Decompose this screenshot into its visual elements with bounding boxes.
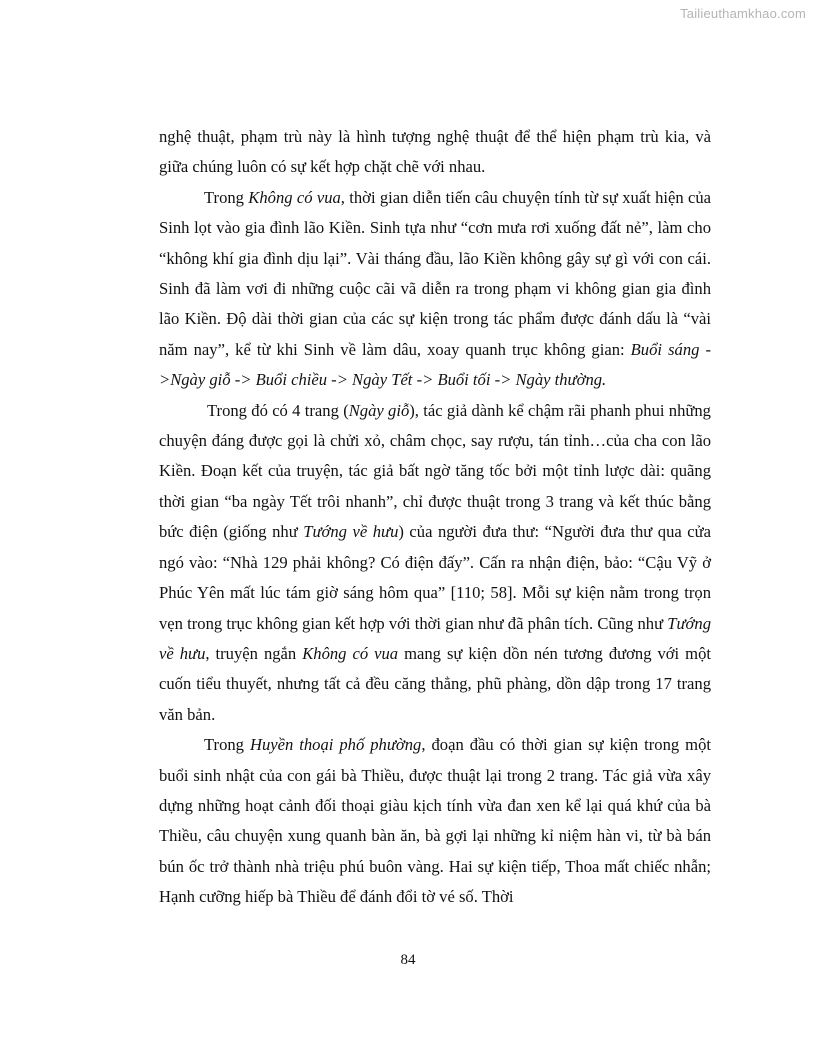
document-body bbox=[159, 122, 711, 913]
paragraph-text: , đoạn đầu có thời gian sự kiện trong một buổi sinh nhật của con gái bà Thiều, được thuật lại trong 2 trang. Tác giả vừa xây dựng những hoạt cảnh đối thoại giàu kịch tính vừa đan xen kể lại quá khứ của bà Thiều, câu chuyện xung quanh bàn ăn, bà gợi lại những kỉ niệm hàn vi, từ bà bán bún ốc trở thành nhà triệu phú buôn vàng. Hai sự kiện tiếp, Thoa mất chiếc nhẫn; Hạnh cưỡng hiếp bà Thiều để đánh đổi tờ vé số. Thời bbox=[159, 735, 711, 907]
paragraph-ngay-gio bbox=[159, 396, 711, 730]
paragraph-text: Trong bbox=[204, 735, 250, 755]
paragraph-text: Trong bbox=[204, 187, 249, 207]
paragraph-text: ), tác giả dành kể chậm rãi phanh phui những chuyện đáng được gọi là chửi xỏ, châm chọc, say rượu, tán tỉnh…của cha con lão Kiền. Đoạn kết của truyện, tác giả bất ngờ tăng tốc bởi một tỉnh lược dài: quãng thời gian “ba ngày Tết trôi nhanh”, chỉ được thuật trong 3 trang và kết thúc bằng bức điện (giống như bbox=[159, 400, 711, 542]
italic-title-text: Buổi sáng ->Ngày giỗ -> Buổi chiều -> Ngày Tết -> Buổi tối -> Ngày thường. bbox=[159, 339, 711, 390]
paragraph-text: mang sự kiện dồn nén tương đương với một cuốn tiểu thuyết, nhưng tất cả đều căng thẳng, phũ phàng, dồn dập trong 17 trang văn bản. bbox=[159, 643, 711, 724]
paragraph-text: Trong đó có 4 trang ( bbox=[207, 400, 349, 420]
watermark-text: Tailieuthamkhao.com bbox=[680, 6, 806, 21]
paragraph-text: ) của người đưa thư: “Người đưa thư qua cửa ngó vào: “Nhà 129 phải không? Có điện đấy”. Cấn ra nhận điện, bảo: “Cậu Vỹ ở Phúc Yên mất lúc tám giờ sáng hôm qua” [110; 58]. Mỗi sự kiện nằm trong trọn vẹn trong trục không gian kết hợp với thời gian như đã phân tích. Cũng như bbox=[159, 522, 712, 633]
italic-title-text: Huyền thoại phố phường bbox=[249, 735, 422, 755]
paragraph-text: , thời gian diễn tiến câu chuyện tính từ sự xuất hiện của Sinh lọt vào gia đình lão Kiền. Sinh tựa như “cơn mưa rơi xuống đất nẻ”, làm cho “không khí gia đình dịu lại”. Vài tháng đầu, lão Kiền không gây sự gì với con cái. Sinh đã làm vơi đi những cuộc cãi vã diễn ra trong phạm vi không gian gia đình lão Kiền. Độ dài thời gian của các sự kiện trong tác phẩm được đánh dấu là “vài năm nay”, kể từ khi Sinh về làm dâu, xoay quanh trục không gian: bbox=[159, 187, 711, 359]
italic-title-text: Tướng về hưu bbox=[159, 613, 711, 663]
paragraph-khong-co-vua bbox=[159, 183, 711, 396]
italic-title-text: Tướng về hưu bbox=[303, 522, 399, 542]
paragraph-continuation bbox=[159, 122, 711, 183]
italic-title-text: Không có vua bbox=[248, 187, 341, 207]
page-number: 84 bbox=[400, 952, 416, 968]
paragraph-text: nghệ thuật, phạm trù này là hình tượng nghệ thuật để thể hiện phạm trù kia, và giữa chúng luôn có sự kết hợp chặt chẽ với nhau. bbox=[159, 127, 711, 177]
paragraph-huyen-thoai bbox=[159, 730, 711, 912]
italic-title-text: Không có vua bbox=[302, 643, 399, 663]
paragraph-text: , truyện ngắn bbox=[205, 643, 303, 663]
italic-title-text: Ngày giỗ bbox=[348, 400, 410, 420]
